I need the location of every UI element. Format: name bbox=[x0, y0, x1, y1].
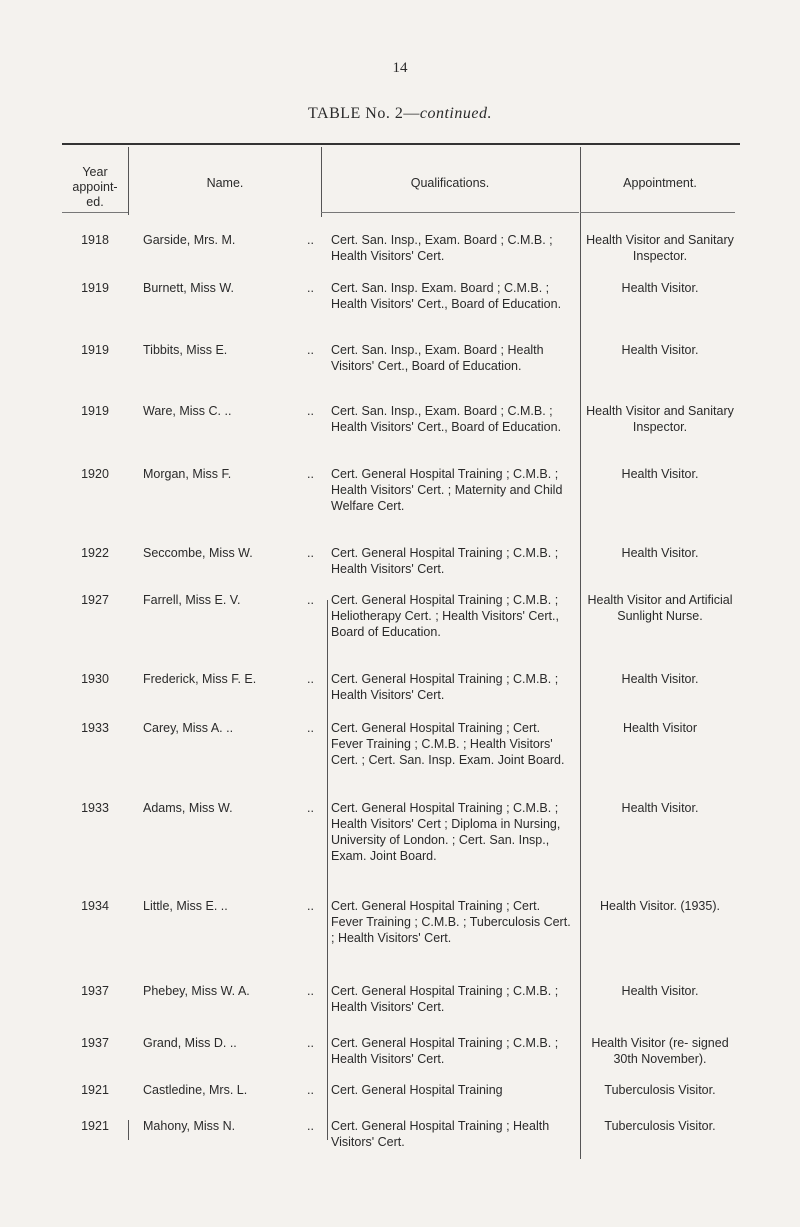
year-cell: 1919 bbox=[81, 281, 109, 295]
appointment-cell: Health Visitor and Sanitary Inspector. bbox=[586, 233, 734, 263]
appointment-cell: Health Visitor. bbox=[621, 343, 699, 357]
year-cell: 1933 bbox=[81, 801, 109, 815]
year-cell: 1921 bbox=[81, 1083, 109, 1097]
header-appointment: Appointment. bbox=[623, 176, 697, 190]
appointment-cell: Health Visitor and Artificial Sunlight Nurse. bbox=[587, 593, 733, 623]
dot-leader: .. bbox=[307, 1083, 314, 1097]
year-cell: 1934 bbox=[81, 899, 109, 913]
qualifications-cell: Cert. General Hospital Training ; C.M.B. ; Health Visitors' Cert. ; Maternity and Child Welfare Cert. bbox=[331, 467, 563, 513]
appointment-cell: Health Visitor (re- signed 30th November). bbox=[591, 1036, 729, 1066]
name-cell: Little, Miss E. .. bbox=[143, 899, 228, 913]
dot-leader: .. bbox=[307, 672, 314, 686]
dot-leader: .. bbox=[307, 899, 314, 913]
appointment-cell: Health Visitor. bbox=[621, 984, 699, 998]
year-cell: 1919 bbox=[81, 404, 109, 418]
table-top-rule bbox=[62, 143, 740, 145]
column-divider-year bbox=[128, 147, 129, 215]
dot-leader: .. bbox=[307, 984, 314, 998]
qualifications-cell: Cert. General Hospital Training ; Cert. Fever Training ; C.M.B. ; Health Visitors' Cert. ; Cert. San. Insp. Exam. Joint Board. bbox=[331, 721, 565, 767]
year-cell: 1922 bbox=[81, 546, 109, 560]
dot-leader: .. bbox=[307, 1036, 314, 1050]
dot-leader: .. bbox=[307, 281, 314, 295]
qualifications-cell: Cert. San. Insp. Exam. Board ; C.M.B. ; Health Visitors' Cert., Board of Education. bbox=[331, 281, 562, 311]
name-cell: Morgan, Miss F. bbox=[143, 467, 232, 481]
dot-leader: .. bbox=[307, 801, 314, 815]
table-title bbox=[0, 105, 800, 123]
appointment-cell: Tuberculosis Visitor. bbox=[604, 1083, 716, 1097]
name-cell: Carey, Miss A. .. bbox=[143, 721, 234, 735]
qualifications-cell: Cert. General Hospital Training ; C.M.B. ; Health Visitors' Cert. bbox=[331, 1036, 559, 1066]
dot-leader: .. bbox=[307, 721, 314, 735]
column-divider-name bbox=[321, 147, 322, 217]
name-cell: Adams, Miss W. bbox=[143, 801, 233, 815]
qualifications-cell: Cert. San. Insp., Exam. Board ; C.M.B. ; Health Visitors' Cert., Board of Education. bbox=[331, 404, 562, 434]
name-cell: Farrell, Miss E. V. bbox=[143, 593, 241, 607]
qualifications-cell: Cert. General Hospital Training ; Cert. Fever Training ; C.M.B. ; Tuberculosis Cert. ; Health Visitors' Cert. bbox=[331, 899, 571, 945]
appointment-cell: Health Visitor. bbox=[621, 281, 699, 295]
dot-leader: .. bbox=[307, 404, 314, 418]
name-cell: Grand, Miss D. .. bbox=[143, 1036, 237, 1050]
qualifications-cell: Cert. General Hospital Training ; C.M.B. ; Health Visitors' Cert. bbox=[331, 672, 559, 702]
qualifications-cell: Cert. General Hospital Training ; C.M.B. ; Health Visitors' Cert. bbox=[331, 984, 559, 1014]
appointment-cell: Health Visitor. bbox=[621, 672, 699, 686]
appointment-cell: Health Visitor. bbox=[621, 546, 699, 560]
header-rule-qualifications bbox=[321, 212, 579, 213]
qualifications-cell: Cert. General Hospital Training ; C.M.B. ; Health Visitors' Cert ; Diploma in Nursing, University of London. ; Cert. San. Insp., Exam. Joint Board. bbox=[331, 801, 561, 863]
dot-leader: .. bbox=[307, 467, 314, 481]
dot-leader: .. bbox=[307, 593, 314, 607]
appointment-cell: Health Visitor. bbox=[621, 467, 699, 481]
appointment-cell: Health Visitor and Sanitary Inspector. bbox=[586, 404, 734, 434]
qualifications-cell: Cert. General Hospital Training ; Health Visitors' Cert. bbox=[331, 1119, 550, 1149]
table-title-main: TABLE No. 2— bbox=[308, 105, 420, 122]
appointment-cell: Health Visitor bbox=[622, 721, 698, 735]
column-divider-year-body bbox=[128, 1120, 129, 1140]
year-cell: 1937 bbox=[81, 984, 109, 998]
qualifications-cell: Cert. San. Insp., Exam. Board ; Health Visitors' Cert., Board of Education. bbox=[331, 343, 544, 373]
header-rule-year bbox=[62, 212, 128, 213]
header-name: Name. bbox=[206, 176, 244, 190]
name-cell: Frederick, Miss F. E. bbox=[143, 672, 257, 686]
year-cell: 1921 bbox=[81, 1119, 109, 1133]
qualifications-cell: Cert. General Hospital Training ; C.M.B. ; Health Visitors' Cert. bbox=[331, 546, 559, 576]
name-cell: Garside, Mrs. M. bbox=[143, 233, 236, 247]
appointment-cell: Health Visitor. bbox=[621, 801, 699, 815]
appointment-cell: Tuberculosis Visitor. bbox=[604, 1119, 716, 1133]
header-qualifications: Qualifications. bbox=[410, 176, 490, 190]
header-rule-appointment bbox=[580, 212, 735, 213]
name-cell: Burnett, Miss W. bbox=[143, 281, 234, 295]
dot-leader: .. bbox=[307, 1119, 314, 1133]
name-cell: Ware, Miss C. .. bbox=[143, 404, 232, 418]
name-cell: Mahony, Miss N. bbox=[143, 1119, 236, 1133]
qualifications-cell: Cert. General Hospital Training ; C.M.B. ; Heliotherapy Cert. ; Health Visitors' Cert., Board of Education. bbox=[331, 593, 559, 639]
qualifications-cell: Cert. General Hospital Training bbox=[331, 1083, 503, 1097]
name-cell: Tibbits, Miss E. bbox=[143, 343, 228, 357]
year-cell: 1930 bbox=[81, 672, 109, 686]
year-cell: 1920 bbox=[81, 467, 109, 481]
dot-leader: .. bbox=[307, 233, 314, 247]
name-cell: Seccombe, Miss W. bbox=[143, 546, 253, 560]
year-cell: 1933 bbox=[81, 721, 109, 735]
column-divider-qualifications bbox=[580, 147, 581, 1159]
year-cell: 1937 bbox=[81, 1036, 109, 1050]
name-cell: Castledine, Mrs. L. bbox=[143, 1083, 248, 1097]
page-number: 14 bbox=[392, 60, 408, 76]
qualifications-cell: Cert. San. Insp., Exam. Board ; C.M.B. ; Health Visitors' Cert. bbox=[331, 233, 553, 263]
year-cell: 1927 bbox=[81, 593, 109, 607]
dot-leader: .. bbox=[307, 546, 314, 560]
header-year: Year appoint- ed. bbox=[72, 165, 118, 209]
table-title-italic: continued. bbox=[419, 105, 492, 122]
appointment-cell: Health Visitor. (1935). bbox=[600, 899, 720, 913]
year-cell: 1918 bbox=[81, 233, 109, 247]
name-cell: Phebey, Miss W. A. bbox=[143, 984, 250, 998]
year-cell: 1919 bbox=[81, 343, 109, 357]
column-divider-name-body bbox=[327, 600, 328, 1140]
dot-leader: .. bbox=[307, 343, 314, 357]
